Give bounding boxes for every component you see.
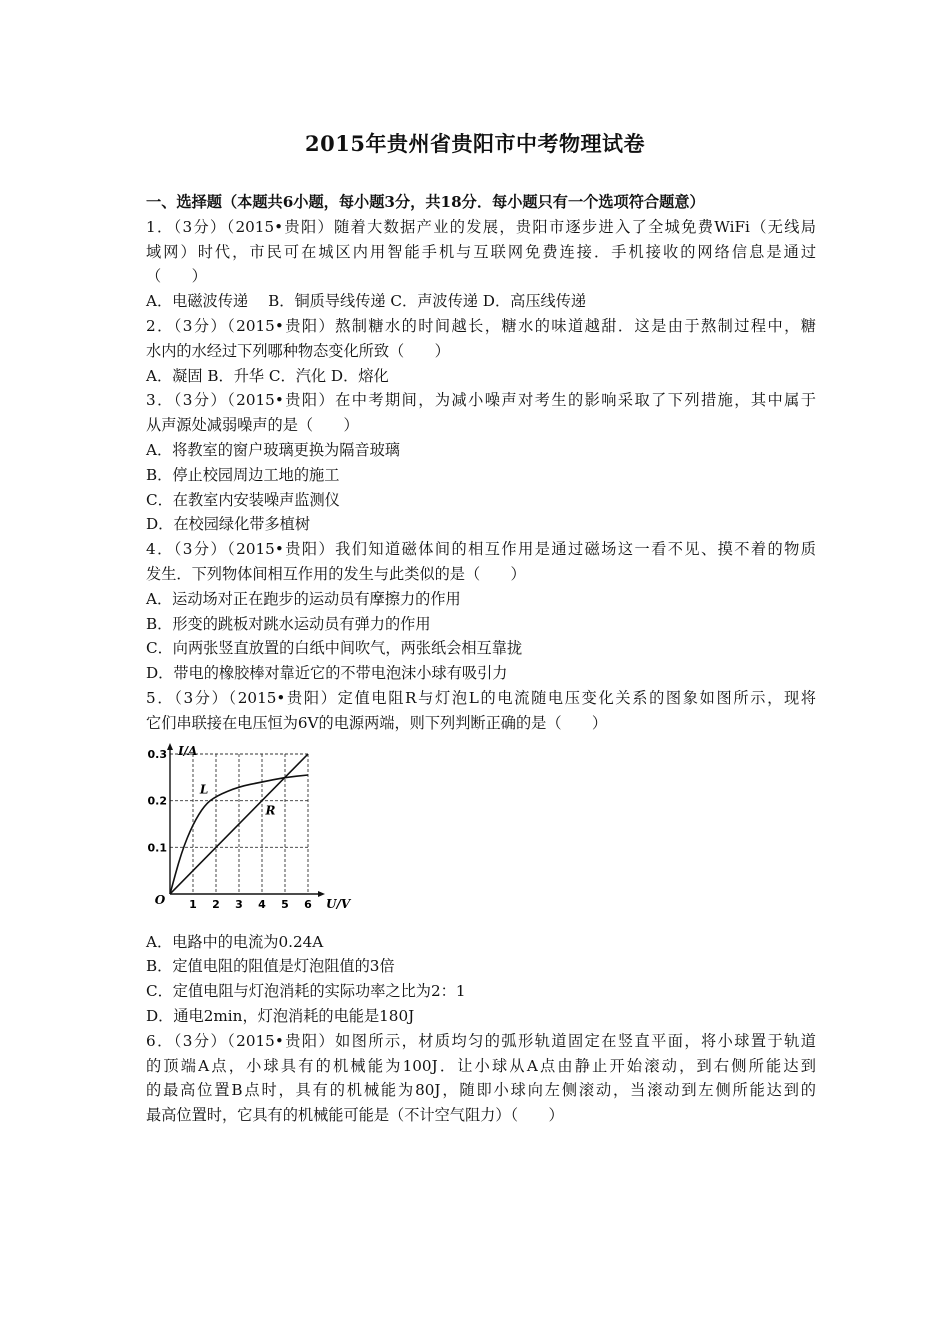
q4-option-c: C．向两张竖直放置的白纸中间吹气，两张纸会相互靠拢	[146, 639, 523, 658]
x-tick-label: 5	[281, 897, 289, 911]
q1-line-1: 1．（3分）（2015•贵阳）随着大数据产业的发展，贵阳市逐步进入了全城免费WiFi（无线局	[146, 217, 816, 236]
series-label-R: R	[265, 803, 276, 818]
iv-graph-svg	[146, 742, 351, 922]
q6-line-3: 的最高位置B点时，具有的机械能为80J，随即小球向左侧滚动，当滚动到左侧所能达到的	[146, 1081, 816, 1100]
iv-graph	[146, 742, 351, 922]
q3-option-a: A．将教室的窗户玻璃更换为隔音玻璃	[146, 440, 400, 459]
x-axis-label: U/V	[326, 896, 351, 911]
x-tick-label: 6	[304, 897, 312, 911]
q1-line-2: 域网）时代，市民可在城区内用智能手机与互联网免费连接．手机接收的网络信息是通过	[146, 242, 816, 261]
q5-option-a: A．电路中的电流为0.24A	[146, 932, 324, 951]
q5-line-2: 它们串联接在电压恒为6V的电源两端，则下列判断正确的是（ ）	[146, 713, 608, 732]
q3-line-2: 从声源处减弱噪声的是（ ）	[146, 416, 359, 435]
q1-line-3: （ ）	[146, 267, 207, 286]
x-tick-label: 4	[258, 897, 266, 911]
origin-label: O	[154, 892, 166, 907]
q2-line-1: 2．（3分）（2015•贵阳）熬制糖水的时间越长，糖水的味道越甜．这是由于熬制过程中，糖	[146, 316, 816, 335]
q4-line-1: 4．（3分）（2015•贵阳）我们知道磁体间的相互作用是通过磁场这一看不见、摸不着的物质	[146, 540, 816, 559]
x-tick-label: 2	[212, 897, 220, 911]
x-tick-label: 3	[235, 897, 243, 911]
page-title: 2015年贵州省贵阳市中考物理试卷	[305, 131, 645, 156]
y-axis-arrow	[167, 743, 173, 750]
y-tick-label: 0.2	[147, 794, 167, 808]
y-axis-label: I/A	[178, 743, 198, 758]
q5-line-1: 5．（3分）（2015•贵阳）定值电阻R与灯泡L的电流随电压变化关系的图象如图所示，现将	[146, 688, 816, 707]
q3-option-c: C．在教室内安装噪声监测仪	[146, 490, 340, 509]
q4-option-a: A．运动场对正在跑步的运动员有摩擦力的作用	[146, 589, 461, 608]
q3-option-d: D．在校园绿化带多植树	[146, 515, 311, 534]
q5-option-d: D．通电2min，灯泡消耗的电能是180J	[146, 1006, 415, 1025]
q1-options: A．电磁波传递 B．铜质导线传递 C．声波传递 D．高压线传递	[146, 292, 587, 311]
q5-option-b: B．定值电阻的阻值是灯泡阻值的3倍	[146, 957, 395, 976]
section-heading: 一、选择题（本题共6小题，每小题3分，共18分．每小题只有一个选项符合题意）	[146, 193, 705, 211]
q6-line-1: 6．（3分）（2015•贵阳）如图所示，材质均匀的弧形轨道固定在竖直平面，将小球置于轨道	[146, 1031, 816, 1050]
series-label-L: L	[199, 782, 209, 797]
q4-line-2: 发生．下列物体间相互作用的发生与此类似的是（ ）	[146, 564, 526, 583]
y-tick-label: 0.1	[147, 840, 167, 854]
y-tick-label: 0.3	[147, 747, 167, 761]
exam-content	[146, 190, 816, 1128]
q2-options: A．凝固 B．升华 C．汽化 D．熔化	[146, 366, 389, 385]
q6-line-4: 最高位置时，它具有的机械能可能是（不计空气阻力）（ ）	[146, 1106, 564, 1125]
x-tick-label: 1	[189, 897, 197, 911]
x-axis-arrow	[318, 891, 325, 897]
q4-option-b: B．形变的跳板对跳水运动员有弹力的作用	[146, 614, 431, 633]
q6-line-2: 的顶端A点，小球具有的机械能为100J．让小球从A点由静止开始滚动，到右侧所能达到	[146, 1056, 816, 1075]
q4-option-d: D．带电的橡胶棒对靠近它的不带电泡沫小球有吸引力	[146, 664, 508, 683]
q2-line-2: 水内的水经过下列哪种物态变化所致（ ）	[146, 341, 450, 360]
q3-line-1: 3．（3分）（2015•贵阳）在中考期间，为减小噪声对考生的影响采取了下列措施，其中属于	[146, 391, 816, 410]
q3-option-b: B．停止校园周边工地的施工	[146, 465, 340, 484]
q5-option-c: C．定值电阻与灯泡消耗的实际功率之比为2：1	[146, 982, 466, 1001]
